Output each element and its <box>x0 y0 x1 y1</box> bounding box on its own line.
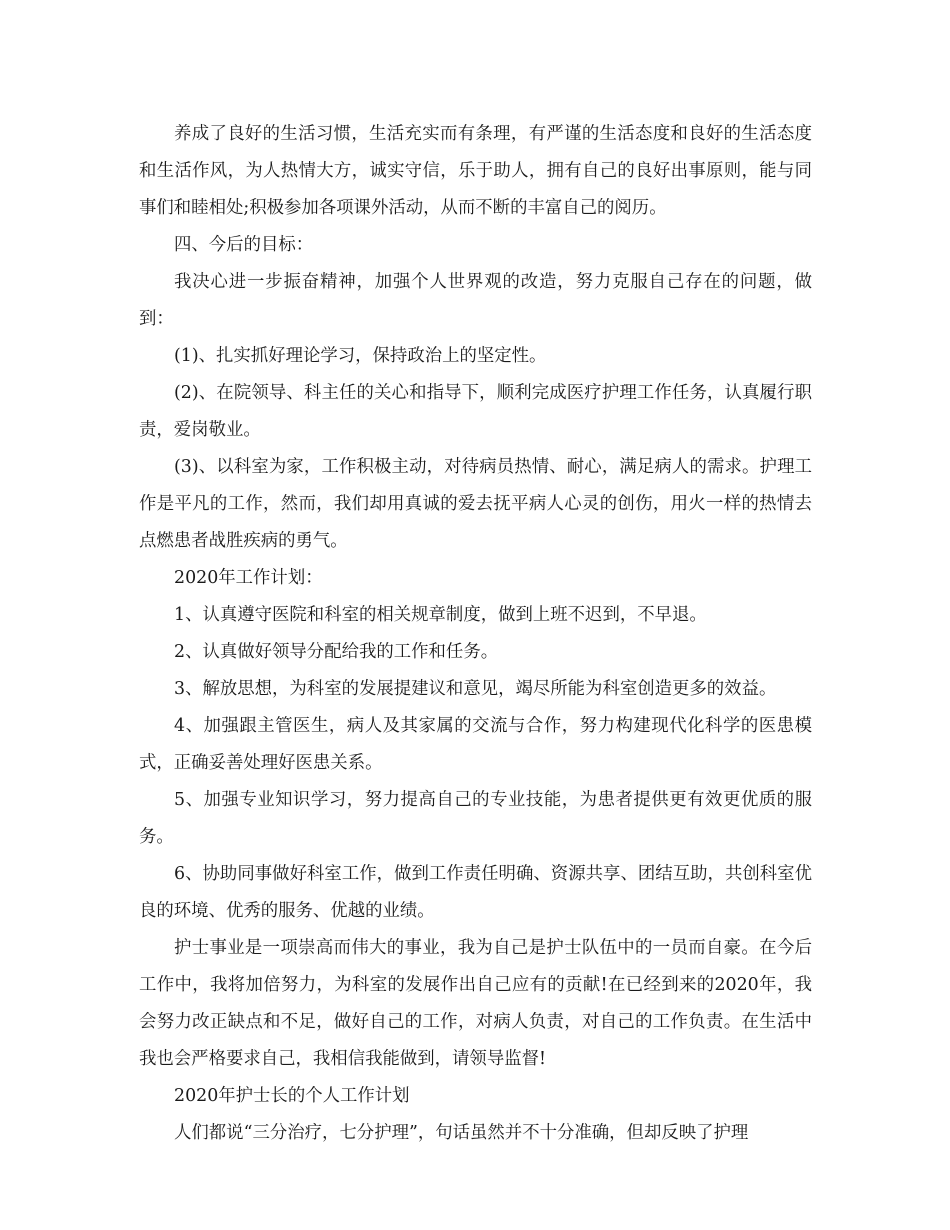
paragraph-resolution: 我决心进一步振奋精神，加强个人世界观的改造，努力克服自己存在的问题，做到： <box>139 272 812 329</box>
plan-item-4: 4、加强跟主管医生，病人及其家属的交流与合作，努力构建现代化科学的医患模式，正确妥善处理好医患关系。 <box>139 716 812 773</box>
goal-item-2: (2)、在院领导、科主任的关心和指导下，顺利完成医疗护理工作任务，认真履行职责，爱岗敬业。 <box>139 383 812 440</box>
plan-item-1: 1、认真遵守医院和科室的相关规章制度，做到上班不迟到，不早退。 <box>174 605 707 625</box>
plan-item-2: 2、认真做好领导分配给我的工作和任务。 <box>174 642 499 662</box>
paragraph-nursing-saying: 人们都说“三分治疗，七分护理”，句话虽然并不十分准确，但却反映了护理 <box>174 1123 749 1143</box>
goal-item-1: (1)、扎实抓好理论学习，保持政治上的坚定性。 <box>174 346 547 366</box>
paragraph-nursing-career: 护士事业是一项崇高而伟大的事业，我为自己是护士队伍中的一员而自豪。在今后工作中，我将加倍努力，为科室的发展作出自己应有的贡献!在已经到来的2020年，我会努力改正缺点和不足，做好自己的工作，对病人负责，对自己的工作负责。在生活中我也会严格要求自己，我相信我能做到，请领导监督! <box>139 938 812 1069</box>
goal-item-3: (3)、以科室为家，工作积极主动，对待病员热情、耐心，满足病人的需求。护理工作是平凡的工作，然而，我们却用真诚的爱去抚平病人心灵的创伤，用火一样的热情去点燃患者战胜疾病的勇气。 <box>139 457 812 551</box>
heading-head-nurse-plan: 2020年护士长的个人工作计划 <box>174 1086 410 1106</box>
heading-2020-work-plan: 2020年工作计划： <box>174 568 323 588</box>
plan-item-6: 6、协助同事做好科室工作，做到工作责任明确、资源共享、团结互助，共创科室优良的环境、优秀的服务、优越的业绩。 <box>139 864 812 921</box>
heading-future-goals: 四、今后的目标： <box>174 235 314 255</box>
plan-item-5: 5、加强专业知识学习，努力提高自己的专业技能，为患者提供更有效更优质的服务。 <box>139 790 812 847</box>
plan-item-3: 3、解放思想，为科室的发展提建议和意见，竭尽所能为科室创造更多的效益。 <box>174 679 777 699</box>
paragraph-living-habits: 养成了良好的生活习惯，生活充实而有条理，有严谨的生活态度和良好的生活态度和生活作风，为人热情大方，诚实守信，乐于助人，拥有自己的良好出事原则，能与同事们和睦相处;积极参加各项课外活动，从而不断的丰富自己的阅历。 <box>139 124 812 218</box>
